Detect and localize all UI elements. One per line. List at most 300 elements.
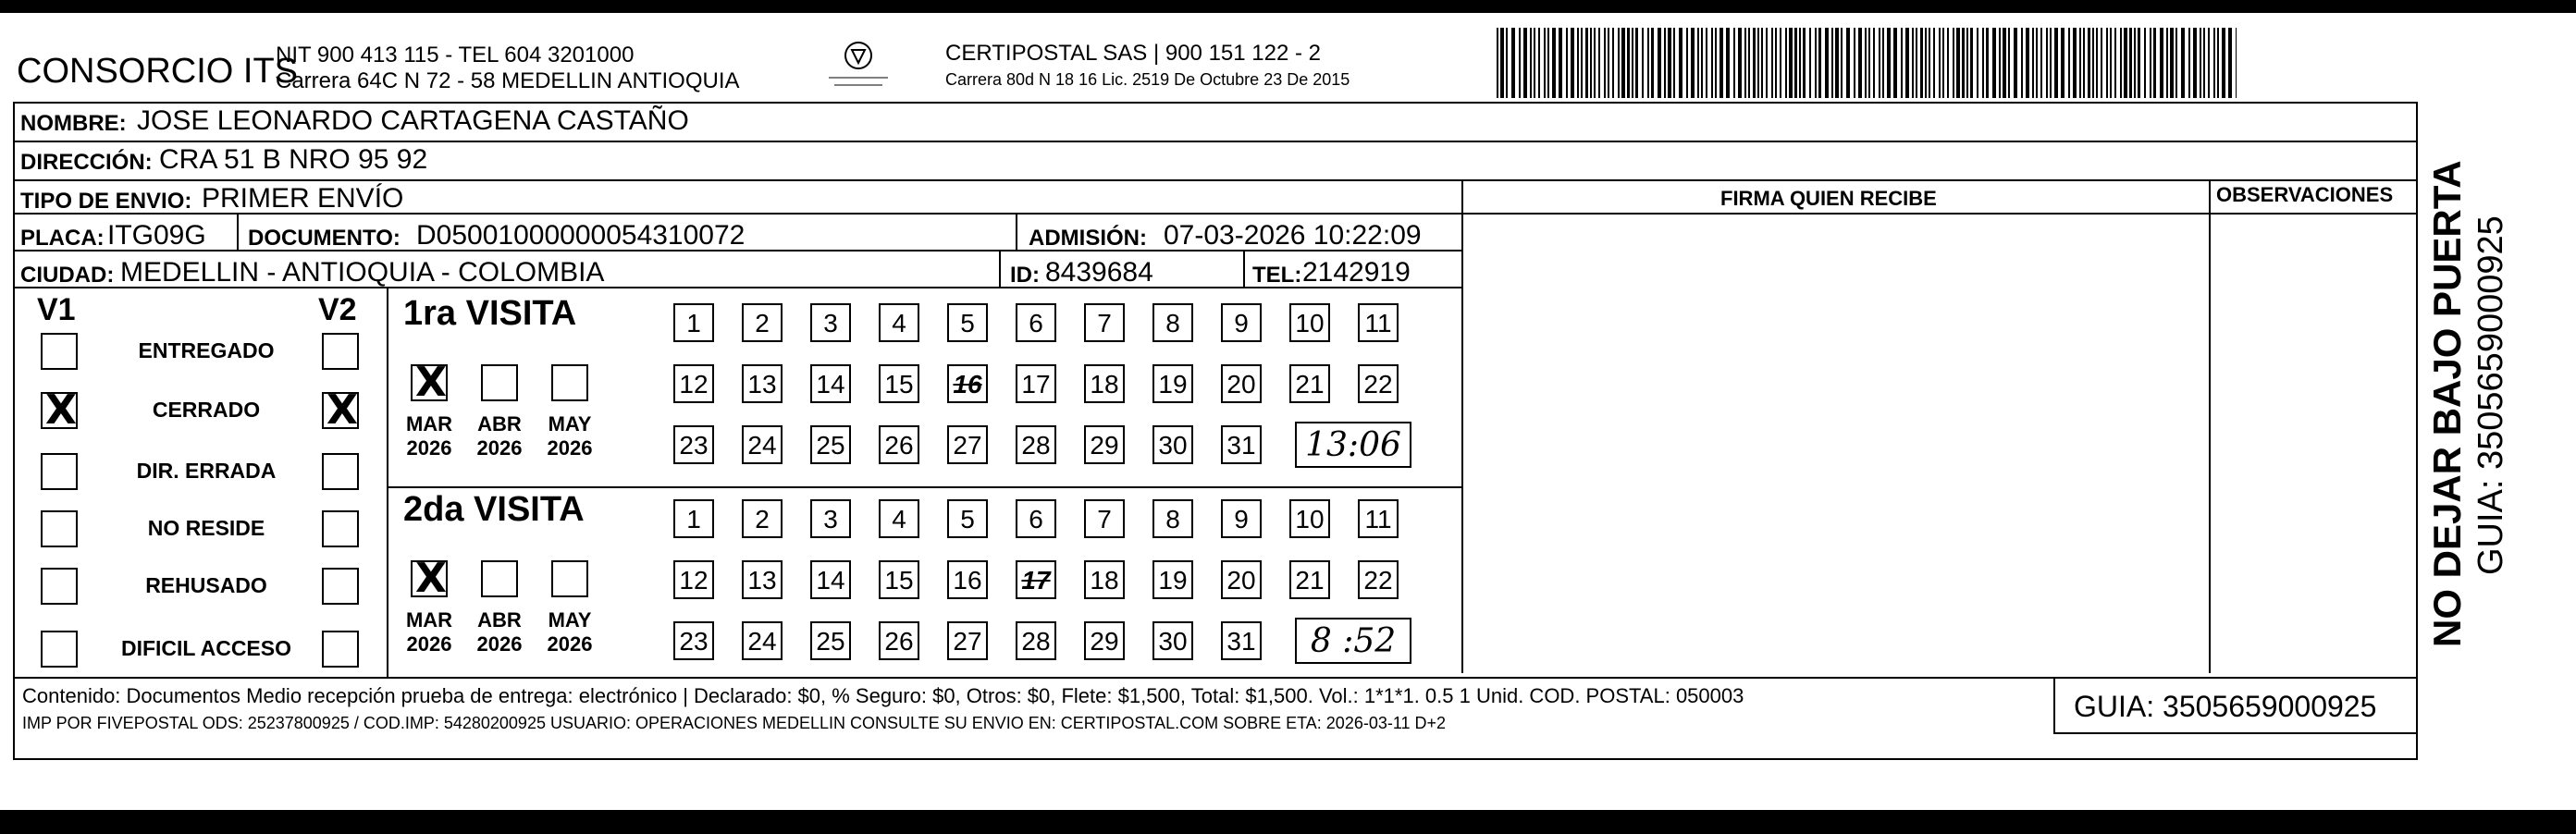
barcode-bar bbox=[1865, 28, 1867, 98]
day-box[interactable]: 28 bbox=[1016, 425, 1056, 464]
barcode-bar bbox=[1766, 28, 1768, 98]
day-box[interactable]: 29 bbox=[1084, 621, 1125, 660]
day-box[interactable]: 22 bbox=[1358, 560, 1399, 599]
day-box[interactable]: 2 bbox=[742, 303, 783, 342]
day-box[interactable]: 3 bbox=[810, 303, 851, 342]
day-box[interactable]: 11 bbox=[1358, 499, 1399, 538]
month-year: 2026 bbox=[476, 632, 523, 656]
barcode-bar bbox=[2036, 28, 2038, 98]
barcode-bar bbox=[1571, 28, 1574, 98]
month-name: MAY bbox=[548, 608, 592, 632]
barcode-bar bbox=[2213, 28, 2215, 98]
barcode-bar bbox=[1748, 28, 1750, 98]
barcode-bar bbox=[1719, 28, 1723, 98]
barcode-bar bbox=[2046, 28, 2048, 98]
barcode-bar bbox=[2120, 28, 2122, 98]
v1-checkbox[interactable] bbox=[41, 386, 78, 434]
day-box[interactable]: 20 bbox=[1221, 560, 1262, 599]
barcode-bar bbox=[1647, 28, 1649, 98]
barcode-bar bbox=[1879, 28, 1880, 98]
no-dejar-bajo-puerta: NO DEJAR BAJO PUERTA bbox=[2425, 160, 2469, 647]
barcode-bar bbox=[1559, 28, 1562, 98]
barcode-bar bbox=[1933, 28, 1935, 98]
barcode-bar bbox=[2003, 28, 2006, 98]
barcode-bar bbox=[1953, 28, 1954, 98]
v2-checkbox[interactable] bbox=[322, 386, 359, 434]
day-box[interactable]: 4 bbox=[879, 499, 919, 538]
documento-label: DOCUMENTO: bbox=[248, 226, 401, 251]
ciudad-value: MEDELLIN - ANTIOQUIA - COLOMBIA bbox=[120, 257, 605, 288]
barcode-bar bbox=[2236, 28, 2237, 98]
barcode-bar bbox=[1901, 28, 1903, 98]
day-box[interactable]: 21 bbox=[1289, 560, 1330, 599]
status-label: REHUSADO bbox=[145, 573, 267, 597]
barcode-bar bbox=[1982, 28, 1984, 98]
barcode-bar bbox=[2110, 28, 2112, 98]
barcode-bar bbox=[1920, 28, 1923, 98]
barcode-bar bbox=[2166, 28, 2168, 98]
barcode-bar bbox=[1912, 28, 1914, 98]
day-box[interactable]: 8 bbox=[1152, 499, 1193, 538]
barcode-bar bbox=[2088, 28, 2090, 98]
signature-divider bbox=[1461, 179, 1463, 673]
visit-divider bbox=[387, 486, 1461, 488]
v2-checkbox[interactable] bbox=[322, 510, 359, 547]
barcode-bar bbox=[2170, 28, 2174, 98]
guia-number: GUIA: 3505659000925 bbox=[2074, 690, 2377, 723]
barcode-bar bbox=[2114, 28, 2116, 98]
rule bbox=[1243, 251, 1245, 287]
day-box[interactable]: 17 bbox=[1016, 364, 1056, 403]
day-box[interactable]: 6 bbox=[1016, 303, 1056, 342]
barcode-bar bbox=[2040, 28, 2042, 98]
day-box[interactable]: 19 bbox=[1152, 364, 1193, 403]
month-year: 2026 bbox=[547, 436, 593, 460]
month-name: MAR bbox=[405, 412, 453, 435]
rule bbox=[1461, 213, 2418, 215]
barcode-bar bbox=[2014, 28, 2017, 98]
month-label bbox=[401, 412, 457, 460]
barcode-bar bbox=[1697, 28, 1699, 98]
barcode-bar bbox=[2188, 28, 2190, 98]
top-edge-band bbox=[0, 0, 2576, 13]
day-box[interactable]: 26 bbox=[879, 621, 919, 660]
nombre-value: JOSE LEONARDO CARTAGENA CASTAÑO bbox=[137, 105, 689, 136]
barcode-bar bbox=[1825, 28, 1829, 98]
day-box[interactable]: 23 bbox=[673, 621, 714, 660]
nombre-label: NOMBRE: bbox=[20, 111, 127, 136]
rule bbox=[237, 215, 239, 250]
id-value: 8439684 bbox=[1045, 257, 1153, 288]
month-name: ABR bbox=[477, 412, 522, 435]
month-label bbox=[542, 608, 598, 656]
barcode-bar bbox=[1868, 28, 1870, 98]
tracking-barcode bbox=[1497, 28, 2237, 98]
barcode-bar bbox=[1658, 28, 1661, 98]
day-box[interactable]: 8 bbox=[1152, 303, 1193, 342]
month-name: MAR bbox=[405, 608, 453, 632]
barcode-bar bbox=[1621, 28, 1625, 98]
rule bbox=[13, 141, 2418, 142]
month-name: MAY bbox=[548, 412, 592, 435]
barcode-bar bbox=[1608, 28, 1609, 98]
barcode-bar bbox=[1992, 28, 1996, 98]
barcode-bar bbox=[1947, 28, 1949, 98]
month-label bbox=[401, 608, 457, 656]
barcode-bar bbox=[2079, 28, 2081, 98]
day-box[interactable]: 5 bbox=[947, 303, 988, 342]
direccion-value: CRA 51 B NRO 95 92 bbox=[159, 144, 428, 175]
barcode-bar bbox=[2061, 28, 2064, 98]
barcode-bar bbox=[1841, 28, 1843, 98]
status-visit-divider bbox=[387, 287, 388, 679]
tipo-envio-value: PRIMER ENVÍO bbox=[202, 183, 404, 214]
v2-checkbox[interactable] bbox=[322, 453, 359, 490]
day-box[interactable]: 30 bbox=[1152, 621, 1193, 660]
barcode-bar bbox=[1818, 28, 1821, 98]
barcode-bar bbox=[2124, 28, 2127, 98]
barcode-bar bbox=[1604, 28, 1606, 98]
barcode-bar bbox=[1962, 28, 1965, 98]
day-box[interactable]: 29 bbox=[1084, 425, 1125, 464]
month-year: 2026 bbox=[547, 632, 593, 656]
check-mark: X bbox=[415, 359, 447, 406]
barcode-bar bbox=[1799, 28, 1801, 98]
placa-label: PLACA: bbox=[20, 226, 105, 251]
day-box[interactable]: 10 bbox=[1289, 499, 1330, 538]
day-box[interactable]: 14 bbox=[810, 560, 851, 599]
day-box[interactable]: 7 bbox=[1084, 499, 1125, 538]
frame-right bbox=[2416, 102, 2418, 760]
v1-checkbox[interactable] bbox=[41, 333, 78, 370]
barcode-bar bbox=[1939, 28, 1941, 98]
barcode-bar bbox=[2054, 28, 2058, 98]
day-box[interactable]: 10 bbox=[1289, 303, 1330, 342]
guia-divider bbox=[2053, 677, 2055, 732]
barcode-bar bbox=[1635, 28, 1638, 98]
barcode-bar bbox=[2106, 28, 2108, 98]
month-label bbox=[472, 412, 527, 460]
day-box[interactable]: 9 bbox=[1221, 303, 1262, 342]
observaciones-label: OBSERVACIONES bbox=[2216, 183, 2394, 206]
barcode-bar bbox=[1627, 28, 1630, 98]
barcode-bar bbox=[2050, 28, 2052, 98]
status-label: DIR. ERRADA bbox=[136, 459, 277, 483]
rule bbox=[13, 179, 2418, 181]
barcode-bar bbox=[1887, 28, 1891, 98]
carrier-address: Carrera 80d N 18 16 Lic. 2519 De Octubre 23 De 2015 bbox=[945, 70, 1350, 89]
v1-checkbox[interactable] bbox=[41, 510, 78, 547]
day-box[interactable]: 14 bbox=[810, 364, 851, 403]
barcode-bar bbox=[1831, 28, 1833, 98]
barcode-bar bbox=[2228, 28, 2232, 98]
day-box[interactable]: 23 bbox=[673, 425, 714, 464]
carrier-info bbox=[945, 41, 1350, 92]
ciudad-label: CIUDAD: bbox=[20, 263, 115, 288]
direccion-label: DIRECCIÓN: bbox=[20, 150, 153, 175]
barcode-bar bbox=[1706, 28, 1707, 98]
day-box[interactable]: 27 bbox=[947, 621, 988, 660]
admision-label: ADMISIÓN: bbox=[1029, 226, 1147, 251]
barcode-bar bbox=[1686, 28, 1688, 98]
day-box[interactable]: 1 bbox=[673, 303, 714, 342]
barcode-bar bbox=[1789, 28, 1793, 98]
tipo-envio-label: TIPO DE ENVIO: bbox=[20, 189, 192, 214]
barcode-bar bbox=[2144, 28, 2146, 98]
barcode-bar bbox=[1970, 28, 1973, 98]
footer-content: Contenido: Documentos Medio recepción prueba de entrega: electrónico | Declarado: $0, % Seguro: $0, Otros: $0, Flete: $1,500, Total: $1,500. Vol.: 1*1*1. 0.5 1 Unid. COD. POSTAL: 050003 bbox=[22, 684, 1744, 707]
day-box[interactable]: 20 bbox=[1221, 364, 1262, 403]
day-box[interactable]: 13 bbox=[742, 560, 783, 599]
day-box[interactable]: 21 bbox=[1289, 364, 1330, 403]
barcode-bar bbox=[1929, 28, 1930, 98]
barcode-bar bbox=[1942, 28, 1944, 98]
day-box[interactable]: 25 bbox=[810, 621, 851, 660]
day-box[interactable]: 25 bbox=[810, 425, 851, 464]
visit-time[interactable]: 8 :52 bbox=[1295, 618, 1411, 664]
check-mark: X bbox=[415, 555, 447, 602]
barcode-bar bbox=[1668, 28, 1671, 98]
barcode-bar bbox=[1577, 28, 1579, 98]
status-label: CERRADO bbox=[152, 398, 261, 422]
day-box[interactable]: 3 bbox=[810, 499, 851, 538]
v1-checkbox[interactable] bbox=[41, 631, 78, 668]
month-checkbox[interactable] bbox=[551, 364, 588, 401]
v2-header: V2 bbox=[318, 292, 357, 327]
day-box[interactable]: 7 bbox=[1084, 303, 1125, 342]
id-label: ID: bbox=[1010, 263, 1040, 288]
barcode-bar bbox=[1612, 28, 1614, 98]
barcode-bar bbox=[1534, 28, 1535, 98]
day-box[interactable]: 16 bbox=[947, 364, 988, 403]
month-checkbox[interactable] bbox=[411, 555, 448, 602]
certipostal-logo bbox=[821, 37, 895, 92]
barcode-bar bbox=[1497, 28, 1498, 98]
barcode-bar bbox=[1882, 28, 1884, 98]
barcode-bar bbox=[1999, 28, 2001, 98]
day-box[interactable]: 15 bbox=[879, 560, 919, 599]
brand-name: CONSORCIO ITS bbox=[17, 52, 299, 91]
barcode-bar bbox=[1815, 28, 1817, 98]
barcode-bar bbox=[2021, 28, 2023, 98]
day-box[interactable]: 9 bbox=[1221, 499, 1262, 538]
barcode-bar bbox=[1581, 28, 1583, 98]
barcode-bar bbox=[2096, 28, 2098, 98]
barcode-bar bbox=[1651, 28, 1654, 98]
day-box[interactable]: 6 bbox=[1016, 499, 1056, 538]
day-box[interactable]: 2 bbox=[742, 499, 783, 538]
barcode-bar bbox=[1794, 28, 1797, 98]
barcode-bar bbox=[1544, 28, 1546, 98]
day-box[interactable]: 31 bbox=[1221, 425, 1262, 464]
barcode-bar bbox=[1590, 28, 1592, 98]
barcode-bar bbox=[1679, 28, 1682, 98]
barcode-bar bbox=[1916, 28, 1917, 98]
barcode-bar bbox=[2150, 28, 2151, 98]
frame-left bbox=[13, 102, 15, 760]
barcode-bar bbox=[1691, 28, 1695, 98]
barcode-bar bbox=[1854, 28, 1855, 98]
day-box[interactable]: 5 bbox=[947, 499, 988, 538]
barcode-bar bbox=[1538, 28, 1540, 98]
day-box[interactable]: 30 bbox=[1152, 425, 1193, 464]
barcode-bar bbox=[1893, 28, 1897, 98]
check-mark: X bbox=[327, 386, 358, 434]
barcode-bar bbox=[1632, 28, 1633, 98]
visit-title: 1ra VISITA bbox=[403, 294, 577, 333]
barcode-bar bbox=[1530, 28, 1532, 98]
barcode-bar bbox=[1738, 28, 1742, 98]
status-label: NO RESIDE bbox=[147, 516, 265, 540]
barcode-bar bbox=[1715, 28, 1717, 98]
barcode-bar bbox=[1905, 28, 1909, 98]
barcode-bar bbox=[1594, 28, 1596, 98]
carrier-name: CERTIPOSTAL SAS | 900 151 122 - 2 bbox=[945, 41, 1321, 66]
month-year: 2026 bbox=[406, 436, 452, 460]
barcode-bar bbox=[2200, 28, 2201, 98]
barcode-bar bbox=[1785, 28, 1787, 98]
v2-checkbox[interactable] bbox=[322, 568, 359, 605]
day-box[interactable]: 31 bbox=[1221, 621, 1262, 660]
day-box[interactable]: 26 bbox=[879, 425, 919, 464]
barcode-bar bbox=[1803, 28, 1806, 98]
month-checkbox[interactable] bbox=[411, 359, 448, 406]
barcode-bar bbox=[2181, 28, 2185, 98]
barcode-bar bbox=[2193, 28, 2197, 98]
barcode-bar bbox=[1835, 28, 1839, 98]
barcode-bar bbox=[1547, 28, 1549, 98]
barcode-bar bbox=[2092, 28, 2094, 98]
side-guia-number: GUIA: 3505659000925 bbox=[2471, 215, 2510, 575]
barcode-bar bbox=[1523, 28, 1527, 98]
day-box[interactable]: 16 bbox=[947, 560, 988, 599]
barcode-bar bbox=[1925, 28, 1927, 98]
barcode-bar bbox=[1956, 28, 1960, 98]
barcode-bar bbox=[2129, 28, 2132, 98]
admision-value: 07-03-2026 10:22:09 bbox=[1164, 220, 1422, 251]
barcode-bar bbox=[2160, 28, 2163, 98]
barcode-bar bbox=[1986, 28, 1989, 98]
barcode-bar bbox=[2032, 28, 2034, 98]
visit-title: 2da VISITA bbox=[403, 490, 585, 529]
barcode-bar bbox=[2134, 28, 2136, 98]
barcode-bar bbox=[1506, 28, 1508, 98]
barcode-bar bbox=[1873, 28, 1875, 98]
day-box[interactable]: 4 bbox=[879, 303, 919, 342]
month-name: ABR bbox=[477, 608, 522, 632]
barcode-bar bbox=[1846, 28, 1850, 98]
barcode-bar bbox=[2153, 28, 2156, 98]
frame-bottom bbox=[13, 758, 2418, 760]
status-label: DIFICIL ACCESO bbox=[120, 636, 291, 660]
barcode-bar bbox=[1585, 28, 1588, 98]
nit-line: NIT 900 413 115 - TEL 604 3201000 bbox=[276, 43, 635, 67]
v1-checkbox[interactable] bbox=[41, 568, 78, 605]
barcode-bar bbox=[1761, 28, 1763, 98]
rule bbox=[1016, 215, 1017, 250]
day-box[interactable]: 15 bbox=[879, 364, 919, 403]
status-label: ENTREGADO bbox=[138, 338, 275, 362]
frame-top bbox=[13, 102, 2418, 104]
barcode-bar bbox=[1711, 28, 1713, 98]
barcode-bar bbox=[2083, 28, 2085, 98]
barcode-bar bbox=[1977, 28, 1978, 98]
barcode-bar bbox=[1701, 28, 1703, 98]
check-mark: X bbox=[45, 386, 77, 434]
barcode-bar bbox=[2073, 28, 2077, 98]
barcode-bar bbox=[1771, 28, 1773, 98]
month-year: 2026 bbox=[406, 632, 452, 656]
company-info bbox=[276, 43, 740, 94]
day-box[interactable]: 11 bbox=[1358, 303, 1399, 342]
month-checkbox[interactable] bbox=[481, 364, 518, 401]
barcode-bar bbox=[1775, 28, 1777, 98]
barcode-bar bbox=[2026, 28, 2029, 98]
observaciones-divider bbox=[2209, 179, 2211, 673]
bottom-edge-band bbox=[0, 810, 2576, 834]
barcode-bar bbox=[1664, 28, 1666, 98]
company-address: Carrera 64C N 72 - 58 MEDELLIN ANTIOQUIA bbox=[276, 68, 740, 93]
day-box[interactable]: 17 bbox=[1016, 560, 1056, 599]
day-box[interactable]: 12 bbox=[673, 364, 714, 403]
documento-value: D05001000000054310072 bbox=[416, 220, 746, 251]
day-box[interactable]: 19 bbox=[1152, 560, 1193, 599]
barcode-bar bbox=[1757, 28, 1759, 98]
month-year: 2026 bbox=[476, 436, 523, 460]
day-box[interactable]: 18 bbox=[1084, 364, 1125, 403]
firma-label: FIRMA QUIEN RECIBE bbox=[1720, 187, 1937, 210]
barcode-bar bbox=[2175, 28, 2177, 98]
v1-checkbox[interactable] bbox=[41, 453, 78, 490]
month-checkbox[interactable] bbox=[481, 560, 518, 597]
visit-time[interactable]: 13:06 bbox=[1295, 422, 1411, 468]
day-box[interactable]: 1 bbox=[673, 499, 714, 538]
barcode-bar bbox=[1566, 28, 1568, 98]
day-box[interactable]: 13 bbox=[742, 364, 783, 403]
barcode-bar bbox=[1726, 28, 1730, 98]
month-label bbox=[472, 608, 527, 656]
v1-header: V1 bbox=[37, 292, 76, 327]
barcode-bar bbox=[1966, 28, 1968, 98]
day-box[interactable]: 18 bbox=[1084, 560, 1125, 599]
barcode-bar bbox=[2068, 28, 2070, 98]
barcode-bar bbox=[1744, 28, 1746, 98]
tel-value: 2142919 bbox=[1302, 257, 1411, 288]
footer-top bbox=[13, 677, 2418, 679]
day-box[interactable]: 28 bbox=[1016, 621, 1056, 660]
month-checkbox[interactable] bbox=[551, 560, 588, 597]
barcode-bar bbox=[2101, 28, 2102, 98]
barcode-bar bbox=[2208, 28, 2210, 98]
day-box[interactable]: 22 bbox=[1358, 364, 1399, 403]
footer-print-info: IMP POR FIVEPOSTAL ODS: 25237800925 / COD.IMP: 54280200925 USUARIO: OPERACIONES MEDELLIN CONSULTE SU ENVIO EN: CERTIPOSTAL.COM SOBRE ETA: 2026-03-11 D+2 bbox=[22, 714, 1447, 732]
barcode-bar bbox=[1500, 28, 1504, 98]
tel-label: TEL: bbox=[1252, 263, 1302, 288]
v2-checkbox[interactable] bbox=[322, 631, 359, 668]
month-label bbox=[542, 412, 598, 460]
barcode-bar bbox=[2203, 28, 2205, 98]
barcode-bar bbox=[1511, 28, 1515, 98]
barcode-bar bbox=[2222, 28, 2225, 98]
day-box[interactable]: 24 bbox=[742, 425, 783, 464]
v2-checkbox[interactable] bbox=[322, 333, 359, 370]
day-box[interactable]: 24 bbox=[742, 621, 783, 660]
barcode-bar bbox=[1618, 28, 1620, 98]
day-box[interactable]: 12 bbox=[673, 560, 714, 599]
barcode-bar bbox=[1673, 28, 1675, 98]
guia-bottom bbox=[2053, 732, 2418, 734]
day-box[interactable]: 27 bbox=[947, 425, 988, 464]
